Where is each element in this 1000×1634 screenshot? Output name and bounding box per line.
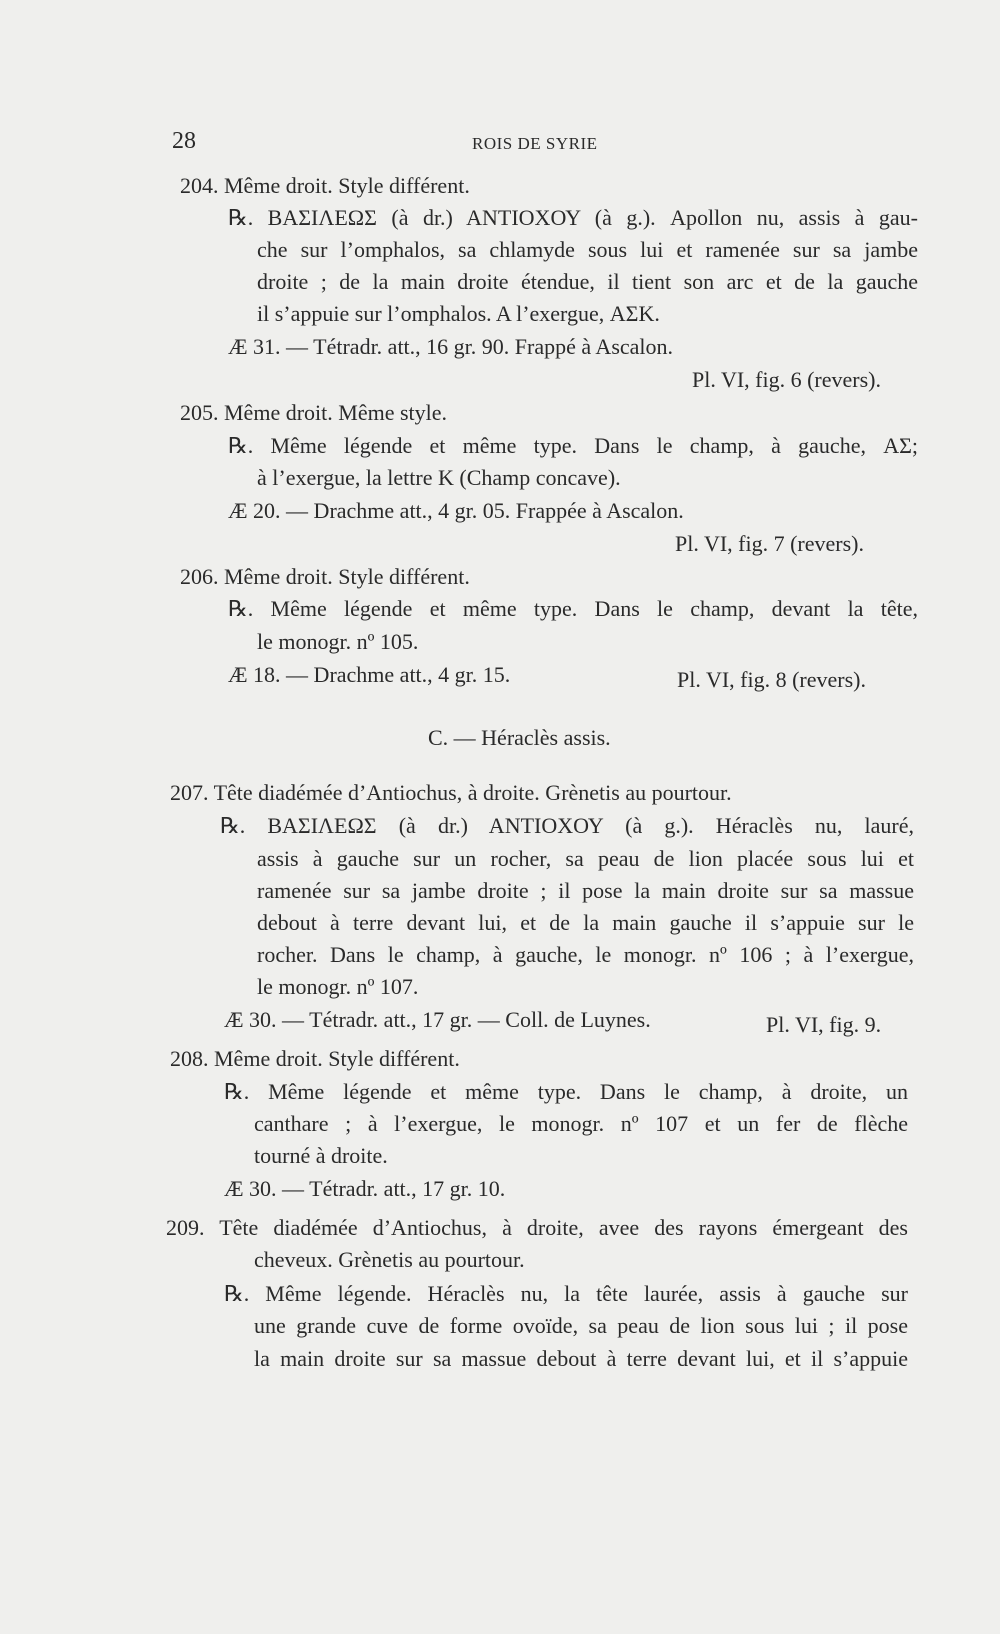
text-line: debout à terre devant lui, et de la main gauche il s’appuie sur le [257, 910, 914, 935]
text-line: 206. Même droit. Style différent. [180, 564, 470, 589]
text-line: Pl. VI, fig. 8 (revers). [677, 667, 866, 692]
text-line: assis à gauche sur un rocher, sa peau de lion placée sous lui et [257, 846, 914, 871]
text-line: ramenée sur sa jambe droite ; il pose la main droite sur sa massue [257, 878, 914, 903]
running-title: ROIS DE SYRIE [472, 134, 598, 153]
text-line: il s’appuie sur l’omphalos. A l’exergue, ΑΣΚ. [257, 301, 660, 326]
text-line: ℞. Même légende et même type. Dans le champ, devant la tête, [228, 596, 918, 621]
text-line: le monogr. nº 105. [257, 629, 419, 654]
text-line: C. — Héraclès assis. [428, 725, 611, 750]
text-line: Pl. VI, fig. 9. [766, 1012, 882, 1037]
text-line: Æ 30. — Tétradr. att., 17 gr. — Coll. de Luynes. [224, 1007, 651, 1032]
text-line: ℞. ΒΑΣΙΛΕΩΣ (à dr.) ΑΝΤΙΟΧΟΥ (à g.). Apollon nu, assis à gau- [228, 205, 918, 230]
text-line: che sur l’omphalos, sa chlamyde sous lui et ramenée sur sa jambe [257, 237, 918, 262]
text-line: une grande cuve de forme ovoïde, sa peau de lion sous lui ; il pose [254, 1313, 908, 1338]
text-line: Pl. VI, fig. 6 (revers). [692, 367, 881, 392]
text-line: tourné à droite. [254, 1143, 388, 1168]
text-line: la main droite sur sa massue debout à terre devant lui, et il s’appuie [254, 1346, 908, 1371]
text-line: le monogr. nº 107. [257, 974, 419, 999]
text-line: Æ 31. — Tétradr. att., 16 gr. 90. Frappé à Ascalon. [228, 334, 674, 359]
text-line: canthare ; à l’exergue, le monogr. nº 107 et un fer de flèche [254, 1111, 908, 1136]
text-line: 205. Même droit. Même style. [180, 400, 448, 425]
text-line: cheveux. Grènetis au pourtour. [254, 1247, 525, 1272]
page-number: 28 [172, 128, 196, 154]
text-line: 208. Même droit. Style différent. [170, 1046, 460, 1071]
text-line: droite ; de la main droite étendue, il tient son arc et de la gauche [257, 269, 918, 294]
text-line: 207. Tête diadémée d’Antiochus, à droite. Grènetis au pourtour. [170, 780, 732, 805]
text-line: rocher. Dans le champ, à gauche, le monogr. nº 106 ; à l’exergue, [257, 942, 914, 967]
text-line: ℞. Même légende. Héraclès nu, la tête laurée, assis à gauche sur [224, 1281, 908, 1306]
text-line: Æ 18. — Drachme att., 4 gr. 15. [228, 662, 511, 687]
text-line: ℞. Même légende et même type. Dans le champ, à droite, un [224, 1079, 908, 1104]
text-line: Æ 20. — Drachme att., 4 gr. 05. Frappée à Ascalon. [228, 498, 684, 523]
text-line: 209. Tête diadémée d’Antiochus, à droite, avee des rayons émergeant des [166, 1215, 908, 1240]
text-line: Pl. VI, fig. 7 (revers). [675, 531, 864, 556]
text-line: 204. Même droit. Style différent. [180, 173, 470, 198]
text-line: Æ 30. — Tétradr. att., 17 gr. 10. [224, 1176, 506, 1201]
text-line: ℞. Même légende et même type. Dans le champ, à gauche, ΑΣ; [228, 433, 918, 458]
text-line: à l’exergue, la lettre Κ (Champ concave). [257, 465, 621, 490]
text-line: ℞. ΒΑΣΙΛΕΩΣ (à dr.) ΑΝΤΙΟΧΟΥ (à g.). Héraclès nu, lauré, [220, 813, 914, 838]
